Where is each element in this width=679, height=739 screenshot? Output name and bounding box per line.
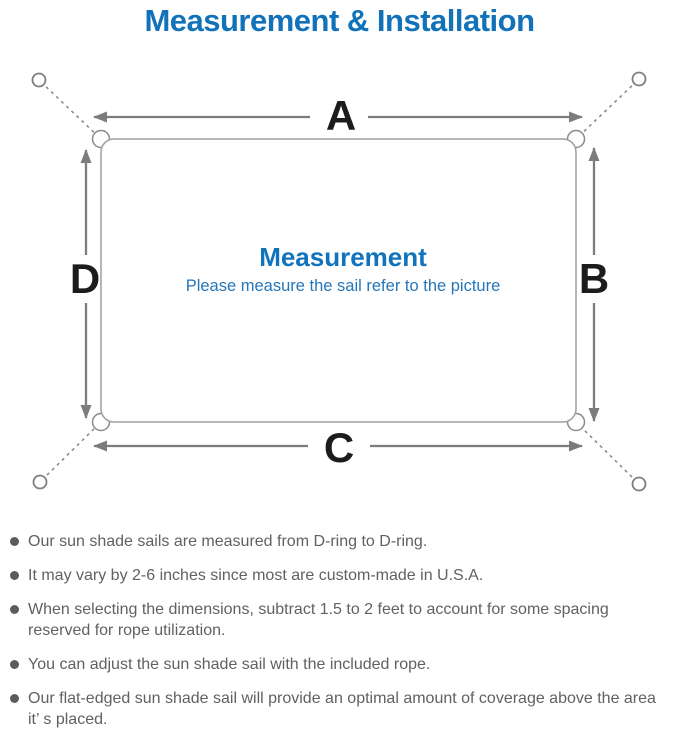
anchor-ring-icon-top-left (33, 74, 46, 87)
bullet-icon (10, 694, 19, 703)
rope-dashed-bottom-right (576, 422, 637, 482)
measurement-diagram (0, 50, 679, 510)
anchor-ring-icon-bottom-left (34, 476, 47, 489)
diagram-center-title: Measurement (259, 242, 427, 272)
note-text: You can adjust the sun shade sail with the included rope. (28, 656, 431, 673)
list-item (6, 654, 673, 675)
bullet-icon (10, 571, 19, 580)
dimension-label-a: A (325, 92, 357, 139)
dimension-label-c: C (323, 424, 355, 471)
bullet-icon (10, 660, 19, 669)
note-text: When selecting the dimensions, subtract 1.5 to 2 feet to account for some spacing reserved for rope utilization. (28, 601, 609, 639)
note-text: It may vary by 2-6 inches since most are custom-made in U.S.A. (28, 567, 484, 584)
list-item (6, 599, 673, 641)
dimension-label-d: D (69, 255, 101, 302)
notes-list (0, 531, 679, 739)
note-text: Our flat-edged sun shade sail will provide an optimal amount of coverage above the area it’ s placed. (28, 690, 656, 728)
measurement-diagram-svg (0, 50, 679, 510)
page-title: Measurement & Installation (144, 3, 535, 38)
rope-dashed-bottom-left (42, 422, 101, 480)
list-item (6, 688, 673, 730)
rope-dashed-top-right (576, 81, 637, 139)
bullet-icon (10, 537, 19, 546)
anchor-ring-icon-bottom-right (633, 478, 646, 491)
diagram-center-subtitle: Please measure the sail refer to the picture (185, 277, 501, 295)
note-text: Our sun shade sails are measured from D-ring to D-ring. (28, 533, 428, 550)
list-item (6, 531, 673, 552)
list-item (6, 565, 673, 586)
dimension-label-b: B (578, 255, 610, 302)
anchor-ring-icon-top-right (633, 73, 646, 86)
bullet-icon (10, 605, 19, 614)
rope-dashed-top-left (41, 82, 101, 139)
